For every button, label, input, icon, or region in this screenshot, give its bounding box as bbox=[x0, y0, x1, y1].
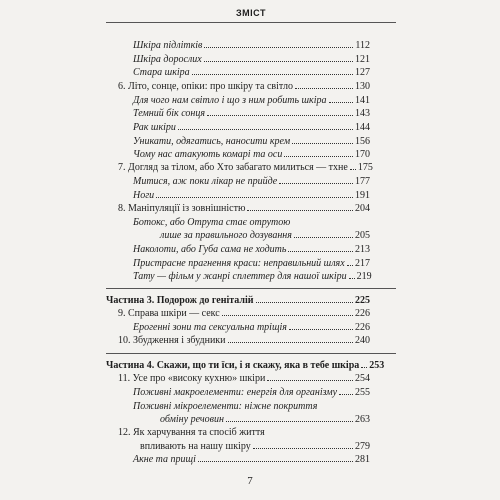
dot-leader bbox=[226, 421, 353, 422]
toc-entry-title: 6. Літо, сонце, опіки: про шкіру та світло bbox=[118, 81, 294, 92]
toc-entry-title: Шкіра підлітків bbox=[133, 40, 203, 51]
toc-entry-page: 204 bbox=[355, 203, 370, 214]
toc-chapter bbox=[118, 203, 370, 215]
dot-leader bbox=[289, 329, 353, 330]
toc-entry-title: Темний бік сонця bbox=[133, 108, 206, 119]
toc-entry-title: Частина 3. Подорож до геніталій bbox=[106, 295, 254, 306]
toc-entry-page: 281 bbox=[355, 454, 370, 465]
dot-leader bbox=[284, 156, 353, 157]
dot-leader bbox=[178, 129, 353, 130]
toc-entry-page: 121 bbox=[355, 54, 370, 65]
dot-leader bbox=[198, 461, 353, 462]
toc-entry-title: Акне та прищі bbox=[133, 454, 196, 465]
toc-entry-title: впливають на нашу шкіру bbox=[140, 441, 251, 452]
toc-entry bbox=[133, 122, 370, 134]
toc-entry-title: лише за правильного дозування bbox=[160, 230, 292, 241]
toc-entry-title: Шкіра дорослих bbox=[133, 54, 202, 65]
dot-leader bbox=[292, 143, 353, 144]
toc-chapter bbox=[118, 81, 370, 93]
toc-entry bbox=[133, 322, 370, 334]
page-header: ЗМІСТ bbox=[236, 8, 266, 18]
toc-chapter bbox=[118, 335, 370, 347]
dot-leader bbox=[192, 74, 353, 75]
toc-entry-title: Частина 4. Скажи, що ти їси, і я скажу, яка в тебе шкіра bbox=[106, 360, 360, 371]
dot-leader bbox=[204, 61, 353, 62]
toc-chapter bbox=[140, 441, 370, 453]
toc-entry-title: 7. Догляд за тілом, або Хто забагато милиться — тхне bbox=[118, 162, 348, 173]
toc-entry bbox=[133, 244, 370, 256]
section-divider bbox=[106, 288, 396, 289]
toc-entry-page: 141 bbox=[355, 95, 370, 106]
toc-entry-page: 219 bbox=[356, 271, 372, 282]
dot-leader bbox=[350, 169, 356, 170]
toc-entry-title: 12. Як харчування та спосіб життя bbox=[118, 427, 265, 438]
toc-entry-title: Ерогенні зони та сексуальна тріщія bbox=[133, 322, 287, 333]
toc-entry-title: Наколоти, або Губа сама не ходить bbox=[133, 244, 287, 255]
dot-leader bbox=[207, 115, 353, 116]
toc-entry-title: Ботокс, або Отрута стає отрутою bbox=[133, 217, 291, 228]
toc-entry-title: Чому нас атакують комарі та оси bbox=[133, 149, 283, 160]
toc-entry-page: 225 bbox=[355, 295, 370, 306]
toc-entry bbox=[133, 258, 370, 270]
toc-entry bbox=[133, 95, 370, 107]
toc-entry bbox=[133, 149, 370, 161]
toc-entry-title: Рак шкіри bbox=[133, 122, 176, 133]
toc-entry-title: 8. Маніпуляції із зовнішністю bbox=[118, 203, 246, 214]
toc-entry-page: 255 bbox=[355, 387, 370, 398]
dot-leader bbox=[288, 251, 353, 252]
dot-leader bbox=[294, 237, 353, 238]
dot-leader bbox=[339, 394, 353, 395]
dot-leader bbox=[349, 278, 355, 279]
toc-entry-title: Для чого нам світло і що з ним робить шкіра bbox=[133, 95, 327, 106]
toc-entry bbox=[133, 40, 370, 52]
toc-entry-title: 10. Збудження і збудники bbox=[118, 335, 226, 346]
toc-entry bbox=[160, 230, 370, 242]
dot-leader bbox=[228, 342, 354, 343]
toc-entry-page: 263 bbox=[355, 414, 370, 425]
toc-entry-page: 254 bbox=[355, 373, 370, 384]
toc-entry-title: Тату — фільм у жанрі сплеттер для нашої шкіри bbox=[133, 271, 347, 282]
toc-chapter bbox=[118, 162, 373, 174]
toc-entry bbox=[133, 108, 370, 120]
dot-leader bbox=[267, 380, 353, 381]
toc-chapter bbox=[118, 308, 370, 320]
dot-leader bbox=[253, 448, 353, 449]
toc-entry-page: 144 bbox=[355, 122, 370, 133]
section-divider bbox=[106, 353, 396, 354]
dot-leader bbox=[222, 315, 353, 316]
dot-leader bbox=[279, 183, 353, 184]
toc-entry bbox=[133, 54, 370, 66]
toc-entry-page: 213 bbox=[355, 244, 370, 255]
toc-entry-title: Поживні мікроелементи: ніжне покриття bbox=[133, 401, 318, 412]
toc-entry-page: 170 bbox=[355, 149, 370, 160]
toc-entry bbox=[133, 387, 370, 399]
toc-entry-page: 177 bbox=[355, 176, 370, 187]
dot-leader bbox=[204, 47, 353, 48]
dot-leader bbox=[256, 302, 353, 303]
toc-entry-page: 175 bbox=[357, 162, 373, 173]
toc-entry bbox=[133, 190, 370, 202]
toc-entry-page: 279 bbox=[355, 441, 370, 452]
toc-entry-title: Пристрасне прагнення краси: неправильний шлях bbox=[133, 258, 345, 269]
dot-leader bbox=[329, 102, 353, 103]
toc-entry-title: Ноги bbox=[133, 190, 155, 201]
toc-entry-page: 253 bbox=[369, 360, 385, 371]
dot-leader bbox=[347, 265, 353, 266]
toc-entry-page: 226 bbox=[355, 308, 370, 319]
toc-entry-page: 143 bbox=[355, 108, 370, 119]
toc-entry-page: 191 bbox=[355, 190, 370, 201]
toc-entry-page: 217 bbox=[355, 258, 370, 269]
toc-entry-page: 205 bbox=[355, 230, 370, 241]
toc-entry bbox=[160, 414, 370, 426]
toc-entry bbox=[133, 67, 370, 79]
toc-entry-title: Уникати, одягатись, наносити крем bbox=[133, 136, 291, 147]
toc-entry-title: обміну речовин bbox=[160, 414, 224, 425]
toc-entry-page: 156 bbox=[355, 136, 370, 147]
toc-entry-title: Митися, аж поки лікар не прийде bbox=[133, 176, 278, 187]
toc-part bbox=[106, 360, 385, 372]
toc-entry bbox=[133, 454, 370, 466]
toc-entry-title: Стара шкіра bbox=[133, 67, 190, 78]
toc-entry-page: 226 bbox=[355, 322, 370, 333]
toc-chapter bbox=[118, 373, 370, 385]
toc-entry bbox=[133, 271, 370, 283]
toc-entry bbox=[133, 136, 370, 148]
toc-entry-page: 112 bbox=[355, 40, 370, 51]
toc-part bbox=[106, 295, 370, 307]
dot-leader bbox=[247, 210, 353, 211]
dot-leader bbox=[361, 367, 367, 368]
toc-entry bbox=[133, 176, 370, 188]
toc-entry-title: 11. Усе про «високу кухню» шкіри bbox=[118, 373, 266, 384]
toc-entry-title: Поживні макроелементи: енергія для організму bbox=[133, 387, 338, 398]
toc-entry-page: 130 bbox=[355, 81, 370, 92]
dot-leader bbox=[295, 88, 353, 89]
toc-entry-page: 240 bbox=[355, 335, 370, 346]
toc-entry-title: 9. Справа шкіри — секс bbox=[118, 308, 220, 319]
toc-entry-page: 127 bbox=[355, 67, 370, 78]
page-number: 7 bbox=[247, 475, 253, 487]
dot-leader bbox=[156, 197, 353, 198]
